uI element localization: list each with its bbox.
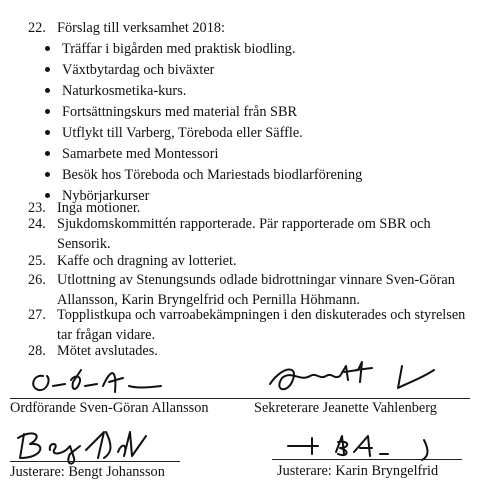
bullet-icon: [45, 67, 50, 72]
item-text-continued: Sensorik.: [57, 236, 111, 252]
bullet-icon: [45, 151, 50, 156]
list-item: Besök hos Töreboda och Mariestads biodlarförening: [62, 165, 362, 185]
signature-line: [10, 398, 470, 399]
signature-label-justerare-2: Justerare: Karin Bryngelfrid: [277, 463, 439, 479]
signature-sekreterare: [262, 360, 442, 400]
item-text-continued: Allansson, Karin Bryngelfrid och Pernilla Höhmann.: [57, 292, 360, 308]
signature-label-sekreterare: Sekreterare Jeanette Vahlenberg: [254, 400, 437, 416]
list-item: Växtbytardag och biväxter: [62, 60, 214, 80]
list-item: Utflykt till Varberg, Töreboda eller Säffle.: [62, 123, 303, 143]
signature-label-ordforande: Ordförande Sven-Göran Allansson: [10, 400, 209, 416]
list-item: Träffar i bigården med praktisk biodling.: [62, 39, 295, 59]
list-item: Fortsättningskurs med material från SBR: [62, 102, 297, 122]
item-number: 25.: [28, 253, 46, 269]
item-text: Förslag till verksamhet 2018:: [57, 20, 225, 36]
bullet-icon: [45, 130, 50, 135]
bullet-icon: [45, 172, 50, 177]
item-number: 24.: [28, 216, 46, 232]
item-number: 26.: [28, 272, 46, 288]
item-text-continued: tar frågan vidare.: [57, 327, 156, 343]
bullet-icon: [45, 109, 50, 114]
item-number: 22.: [28, 20, 46, 36]
signature-justerare-2: [284, 432, 464, 466]
item-number: 27.: [28, 307, 46, 323]
item-text: Inga motioner.: [57, 200, 141, 216]
item-text: Kaffe och dragning av lotteriet.: [57, 253, 237, 269]
signature-justerare-1: [14, 428, 164, 468]
signature-ordforande: [25, 366, 175, 400]
bullet-icon: [45, 88, 50, 93]
item-text: Topplistkupa och varroabekämpningen i den diskuterades och styrelsen: [57, 307, 466, 323]
item-text: Sjukdomskommittén rapporterade. Pär rapporterade om SBR och: [57, 216, 431, 232]
list-item: Nybörjarkurser: [62, 186, 149, 206]
signature-line: [10, 461, 180, 462]
item-number: 23.: [28, 200, 46, 216]
bullet-icon: [45, 46, 50, 51]
item-number: 28.: [28, 343, 46, 359]
item-text: Mötet avslutades.: [57, 343, 158, 359]
list-item: Samarbete med Montessori: [62, 144, 218, 164]
list-item: Naturkosmetika-kurs.: [62, 81, 186, 101]
signature-line: [272, 459, 462, 460]
signature-label-justerare-1: Justerare: Bengt Johansson: [10, 464, 165, 480]
item-text: Utlottning av Stenungsunds odlade bidrottningar vinnare Sven-Göran: [57, 272, 455, 288]
